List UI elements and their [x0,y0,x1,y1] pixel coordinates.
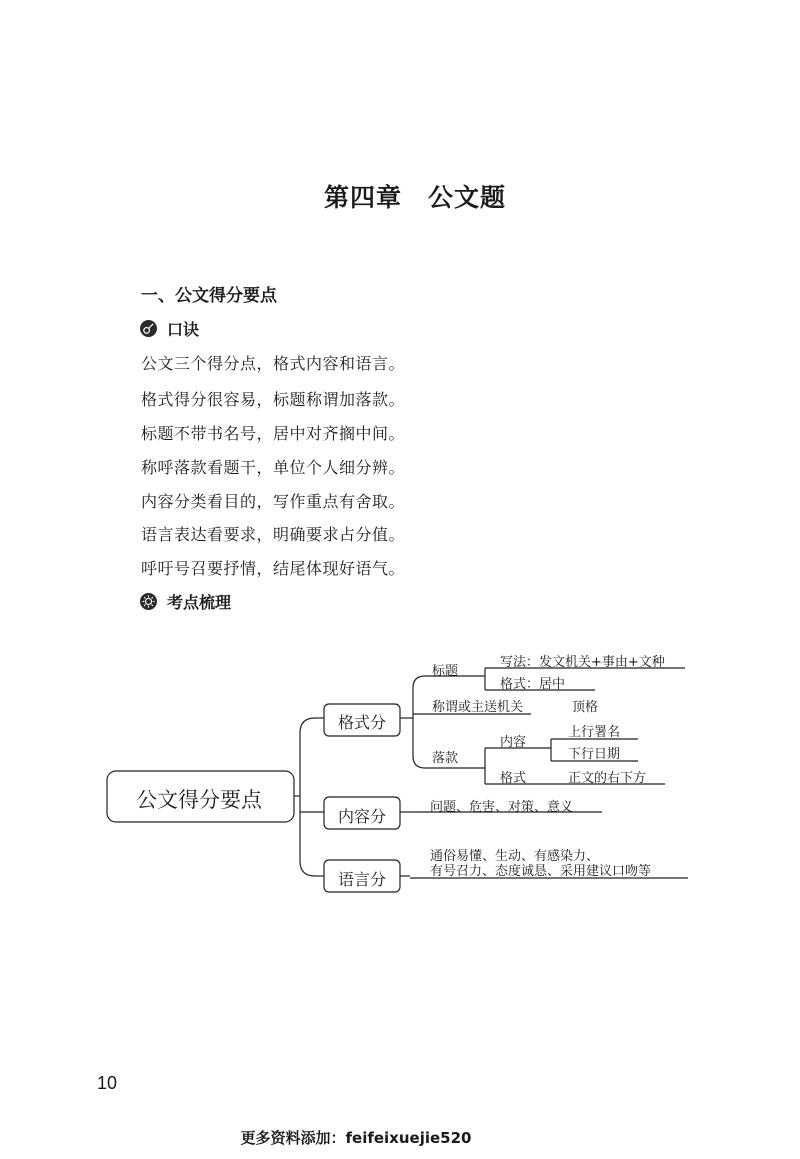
mnemonic-line: 称呼落款看题干，单位个人细分辨。 [141,458,406,477]
signature-content-item: 下行日期 [568,747,621,762]
mnemonic-line: 标题不带书名号，居中对齐搁中间。 [141,424,406,443]
footer-note: 更多资料添加：feifeixuejie520 [240,1129,472,1147]
signature-format-label: 格式 [500,771,527,786]
key-points-heading-label: 考点梳理 [167,593,232,612]
section-heading: 一、公文得分要点 [141,286,277,306]
mnemonic-line: 呼吁号召要抒情，结尾体现好语气。 [141,559,406,578]
language-label: 语言分 [338,870,387,889]
content-value: 问题、危害、对策、意义 [430,800,574,815]
title-node-label: 标题 [432,664,459,679]
mnemonic-heading-label: 口诀 [167,320,200,339]
chapter-title: 第四章 公文题 [323,183,506,212]
page-number: 10 [97,1073,118,1093]
title-format-label: 格式：居中 [500,677,566,692]
mnemonic-line: 格式得分很容易，标题称谓加落款。 [141,390,406,409]
signature-content-item: 上行署名 [568,725,621,740]
salutation-label: 称谓或主送机关 [432,700,524,715]
title-writing-label: 写法：发文机关+事由+文种 [500,655,665,670]
mnemonic-line: 内容分类看目的，写作重点有舍取。 [141,492,406,511]
content-label: 内容分 [338,807,387,826]
language-line: 通俗易懂、生动、有感染力、 [430,849,600,864]
mindmap-root-label: 公文得分要点 [136,788,262,812]
signature-format-value: 正文的右下方 [568,771,647,786]
signature-content-label: 内容 [500,735,527,750]
salutation-value: 顶格 [572,700,599,715]
mnemonic-line: 公文三个得分点，格式内容和语言。 [141,354,406,373]
signature-label: 落款 [432,751,459,766]
language-line: 有号召力、态度诚恳、采用建议口吻等 [430,864,652,879]
mnemonic-line: 语言表达看要求，明确要求占分值。 [141,525,406,544]
format-label: 格式分 [338,713,387,732]
